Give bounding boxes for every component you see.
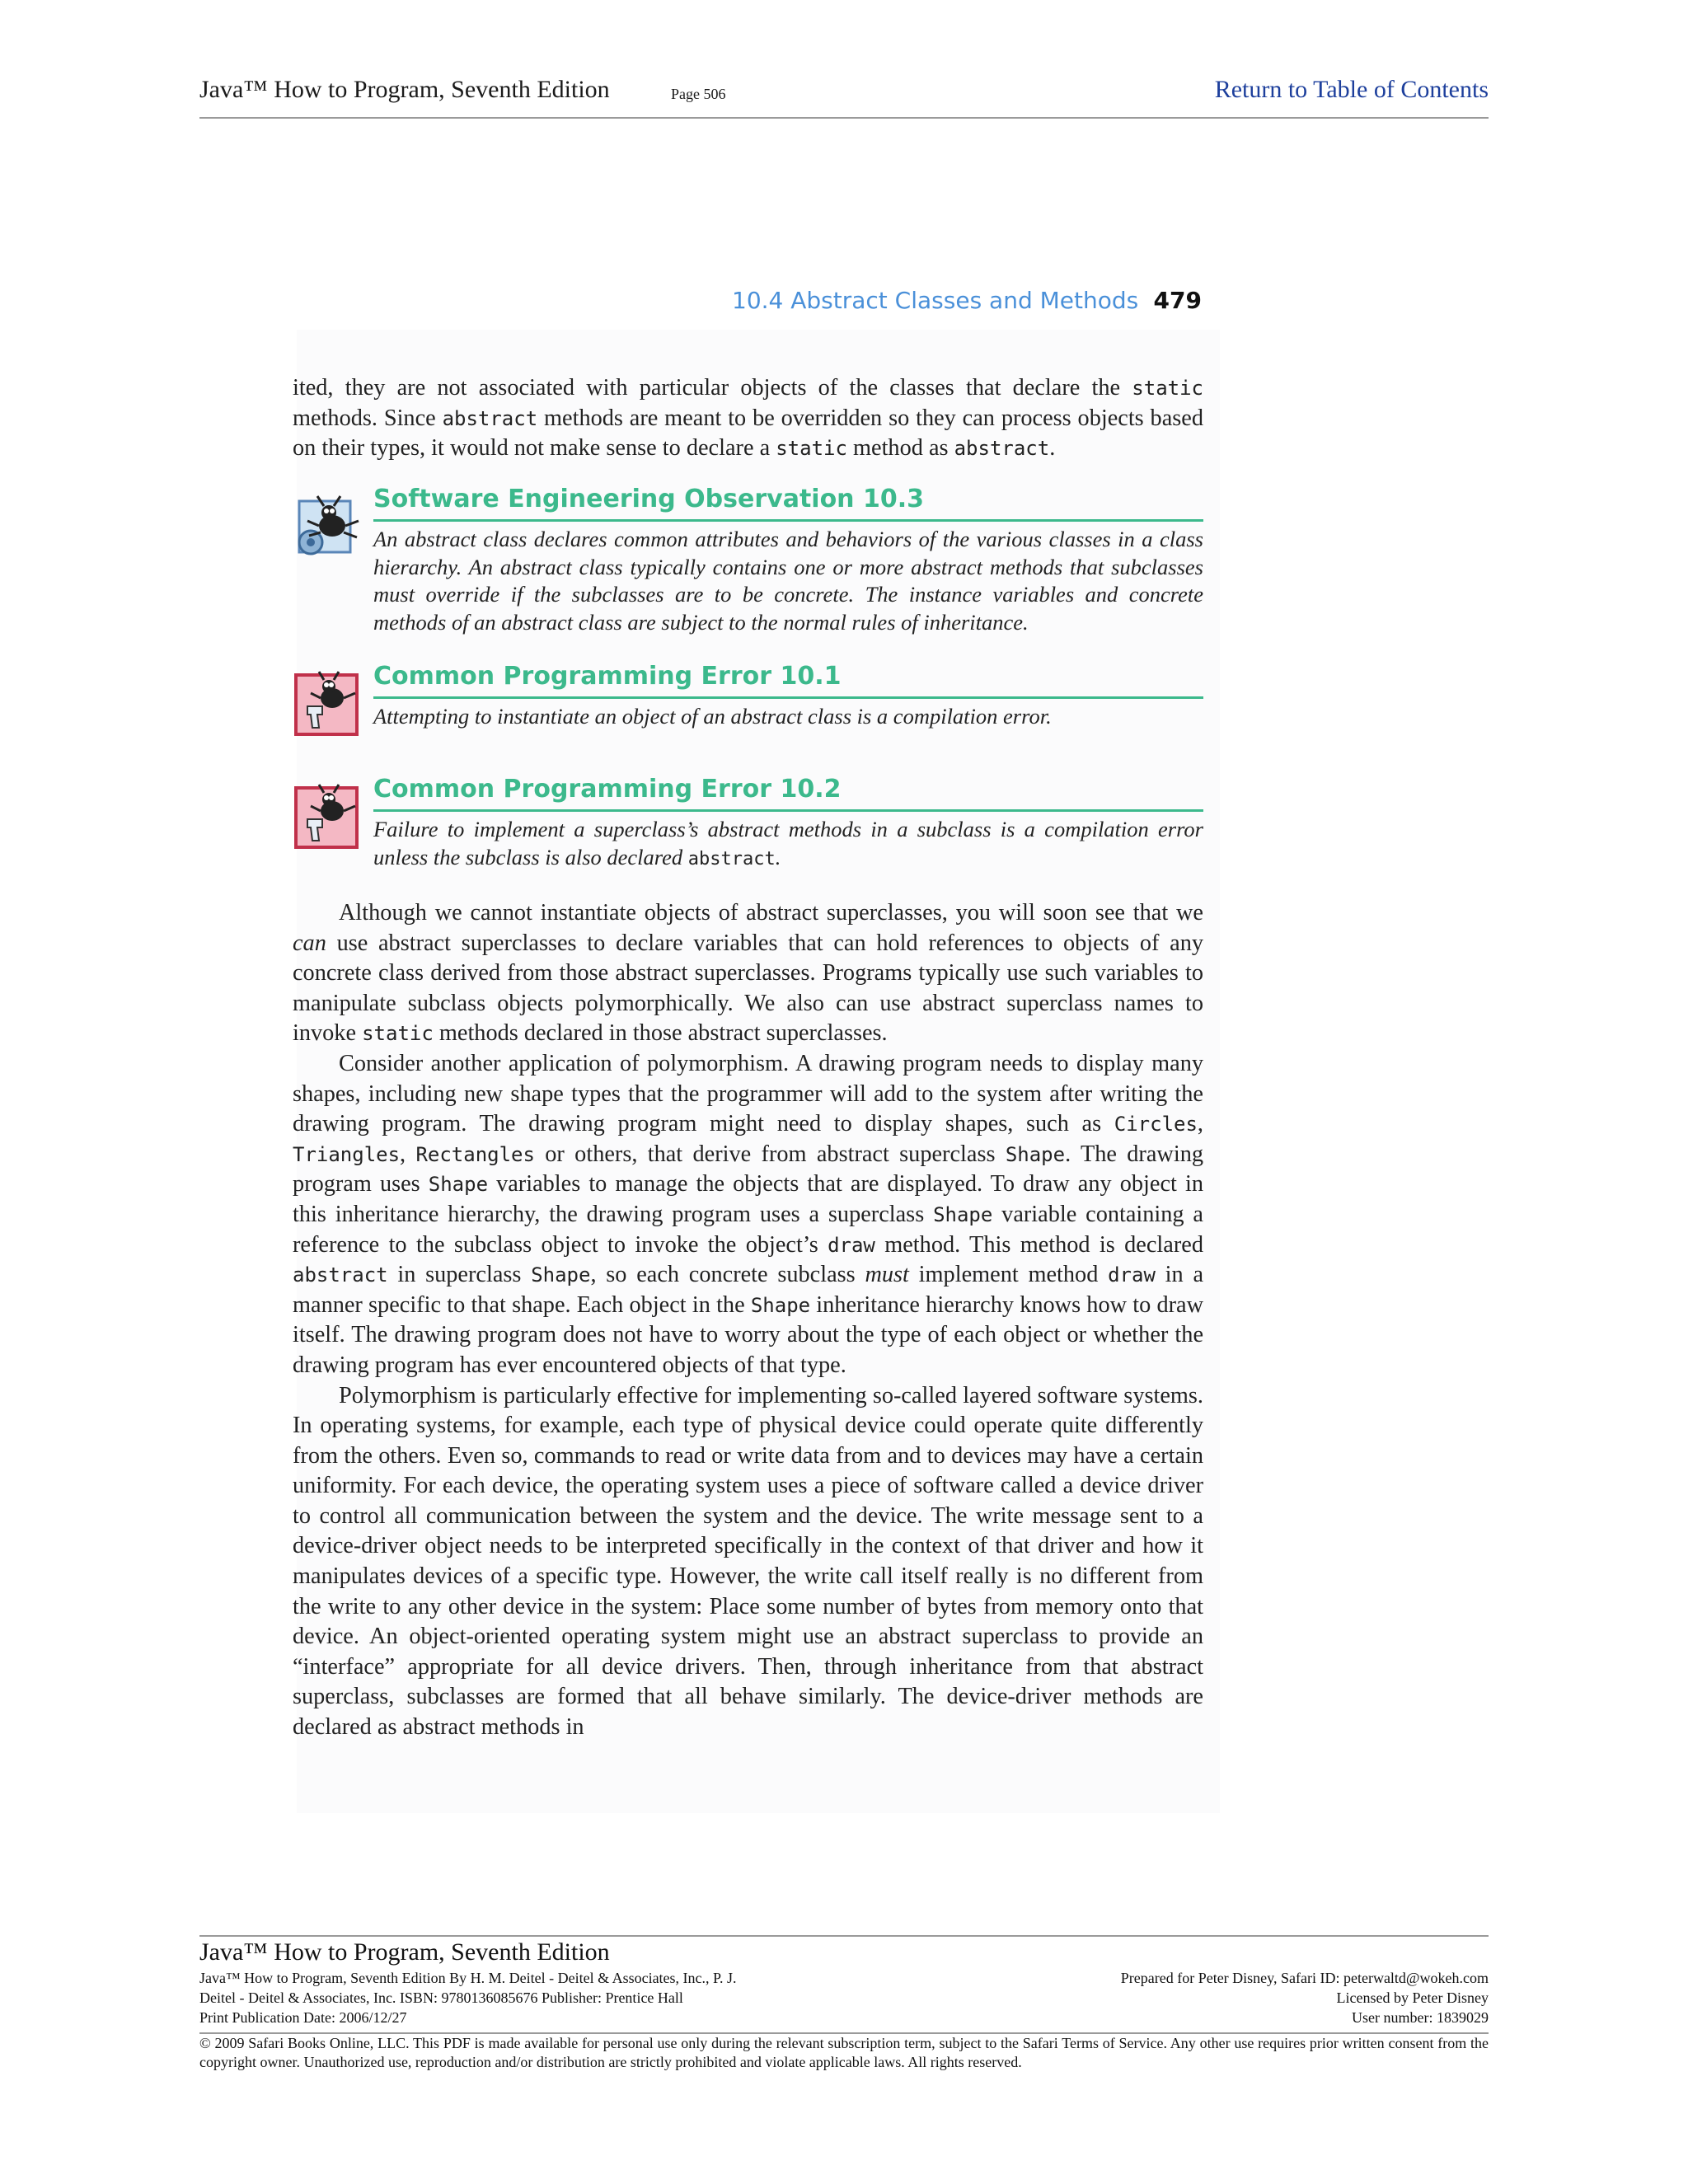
emphasis: can — [293, 930, 326, 956]
code-term: abstract — [442, 406, 538, 430]
footer-prepared-for: Prepared for Peter Disney, Safari ID: peterwaltd@wokeh.com — [1120, 1970, 1489, 1986]
running-head — [732, 287, 1202, 323]
tip-title: Software Engineering Observation 10.3 — [373, 485, 1203, 522]
tip-text: An abstract class declares common attributes and behaviors of the various classes in a class hierarchy. An abstract class typically contains one or more abstract methods that subclasses must override if the subclasses are to be concrete. The instance variables and concrete methods of an abstract class are subject to the normal rules of inheritance. — [373, 527, 1203, 635]
paragraph-layered-systems: Polymorphism is particularly effective for implementing so-called layered software systems. In operating systems, for example, each type of physical device could operate quite differently from the others. Even so, commands to read or write data from and to devices may have a certain uniformity. For each device, the operating system uses a piece of software called a device driver to control all communication between the system and the device. The write message sent to a device-driver object needs to be interpreted specifically in the context of that driver and how it manipulates devices of a specific type. However, the write call itself really is no different from the write to any other device in the system: Place some number of bytes from memory onto that device. An object-oriented operating system might use an abstract superclass to provide an “interface” appropriate for all device drivers. Then, through inheritance from that abstract superclass, subclasses are formed that all behave similarly. The device-driver methods are declared as abstract methods in — [293, 1382, 1203, 1741]
tip-title: Common Programming Error 10.2 — [373, 775, 1203, 812]
text: , — [1197, 1111, 1203, 1137]
text: methods. Since — [293, 405, 443, 431]
software-engineering-observation — [293, 485, 1203, 641]
text: methods are meant to be overridden so they can process objects based on their types, it would not make sense to declare a — [293, 405, 1203, 462]
code-term: static — [362, 1022, 434, 1046]
code-term: Triangles — [293, 1142, 401, 1166]
text: in a manner specific to that shape. Each object in the — [293, 1262, 1203, 1318]
code-term: abstract — [687, 848, 776, 869]
text: . The drawing program uses — [293, 1141, 1204, 1197]
text: . — [775, 844, 781, 869]
code-term: Shape — [428, 1173, 489, 1197]
footer-licensed-by: Licensed by Peter Disney — [1336, 1990, 1489, 2006]
code-term: Shape — [1005, 1142, 1066, 1166]
footer-authors: Java™ How to Program, Seventh Edition By H. M. Deitel - Deitel & Associates, Inc., P. J. — [199, 1970, 737, 1986]
text: methods declared in those abstract superclasses. — [433, 1020, 888, 1047]
tip-title: Common Programming Error 10.1 — [373, 662, 1203, 699]
text: in superclass — [387, 1262, 532, 1288]
document-header — [199, 76, 1489, 119]
text: method. This method is declared — [874, 1231, 1203, 1258]
text: Failure to implement a superclass’s abstract methods in a subclass is a compilation error unless the subclass is also declared — [373, 817, 1203, 869]
running-head-page-number: 479 — [1153, 287, 1202, 314]
paragraph-drawing-program — [293, 1049, 1203, 1381]
text: Consider another application of polymorphism. A drawing program needs to display many shapes, including new shape types that the programmer will add to the system after writing the drawing program. The drawing program might need to display shapes, such as — [293, 1050, 1203, 1137]
footer-isbn-publisher: Deitel - Deitel & Associates, Inc. ISBN: 9780136085676 Publisher: Prentice Hall — [199, 1990, 683, 2006]
text: ited, they are not associated with particular objects of the classes that declare the — [293, 375, 1132, 401]
common-programming-error-10-2 — [293, 775, 1203, 882]
text: use abstract superclasses to declare variables that can hold references to objects of any concrete class derived from those abstract superclasses. Programs typically use such variables to manipulate subclass objects polymorphically. We also can use abstract superclass names to invoke — [293, 930, 1203, 1047]
text: , — [400, 1141, 416, 1167]
code-term: abstract — [954, 437, 1050, 461]
text: inheritance hierarchy knows how to draw itself. The drawing program does not have to worry about the type of each object or whether the drawing program has ever encountered objects of that type. — [293, 1291, 1204, 1378]
text: . — [1049, 435, 1056, 462]
code-term: Shape — [933, 1202, 993, 1226]
text: implement method — [908, 1262, 1109, 1288]
common-programming-error-10-1 — [293, 662, 1203, 744]
paragraph-abstract-superclasses — [293, 898, 1203, 1049]
text: , so each concrete subclass — [590, 1262, 865, 1288]
main-body-text — [293, 898, 1203, 1743]
emphasis: must — [865, 1262, 909, 1288]
text: Although we cannot instantiate objects of abstract superclasses, you will soon see that we — [339, 900, 1203, 926]
code-term: abstract — [293, 1263, 388, 1287]
document-footer — [199, 1935, 1489, 2070]
text: method as — [846, 435, 954, 462]
code-term: Shape — [750, 1293, 811, 1317]
return-to-toc-link[interactable]: Return to Table of Contents — [1214, 76, 1489, 103]
header-page-label: Page 506 — [671, 86, 726, 102]
code-term: static — [1132, 377, 1203, 400]
footer-book-title: Java™ How to Program, Seventh Edition — [199, 1938, 610, 1966]
running-head-section: 10.4 Abstract Classes and Methods — [732, 287, 1139, 314]
text: variables to manage the objects that are displayed. To draw any object in this inheritance hierarchy, the drawing program uses a superclass — [293, 1171, 1203, 1227]
code-term: Rectangles — [415, 1142, 535, 1166]
tip-text — [373, 816, 1203, 873]
code-term: draw — [1108, 1263, 1156, 1287]
code-term: draw — [828, 1233, 875, 1257]
bug-thumbs-down-icon — [293, 783, 363, 851]
footer-publication-date: Print Publication Date: 2006/12/27 — [199, 2009, 407, 2026]
intro-paragraph — [293, 373, 1203, 464]
code-term: Circles — [1114, 1113, 1198, 1137]
footer-user-number: User number: 1839029 — [1352, 2009, 1489, 2026]
code-term: Shape — [531, 1263, 591, 1287]
header-book-title: Java™ How to Program, Seventh Edition — [199, 76, 610, 103]
bug-thumbs-down-icon — [293, 670, 363, 738]
text: variable containing a reference to the subclass object to invoke the object’s — [293, 1201, 1203, 1258]
bug-with-gear-icon — [293, 493, 363, 560]
footer-copyright: © 2009 Safari Books Online, LLC. This PDF is made available for personal use only during the relevant subscription term, subject to the Safari Terms of Service. Any other use requires prior written consent from the copyright owner. Unauthorized use, reproduction and/or distribution are strictly prohibited and violate applicable laws. All rights reserved. — [199, 2035, 1489, 2070]
code-term: static — [776, 437, 847, 461]
tip-text: Attempting to instantiate an object of an abstract class is a compilation error. — [373, 704, 1052, 729]
text: or others, that derive from abstract superclass — [534, 1141, 1006, 1167]
